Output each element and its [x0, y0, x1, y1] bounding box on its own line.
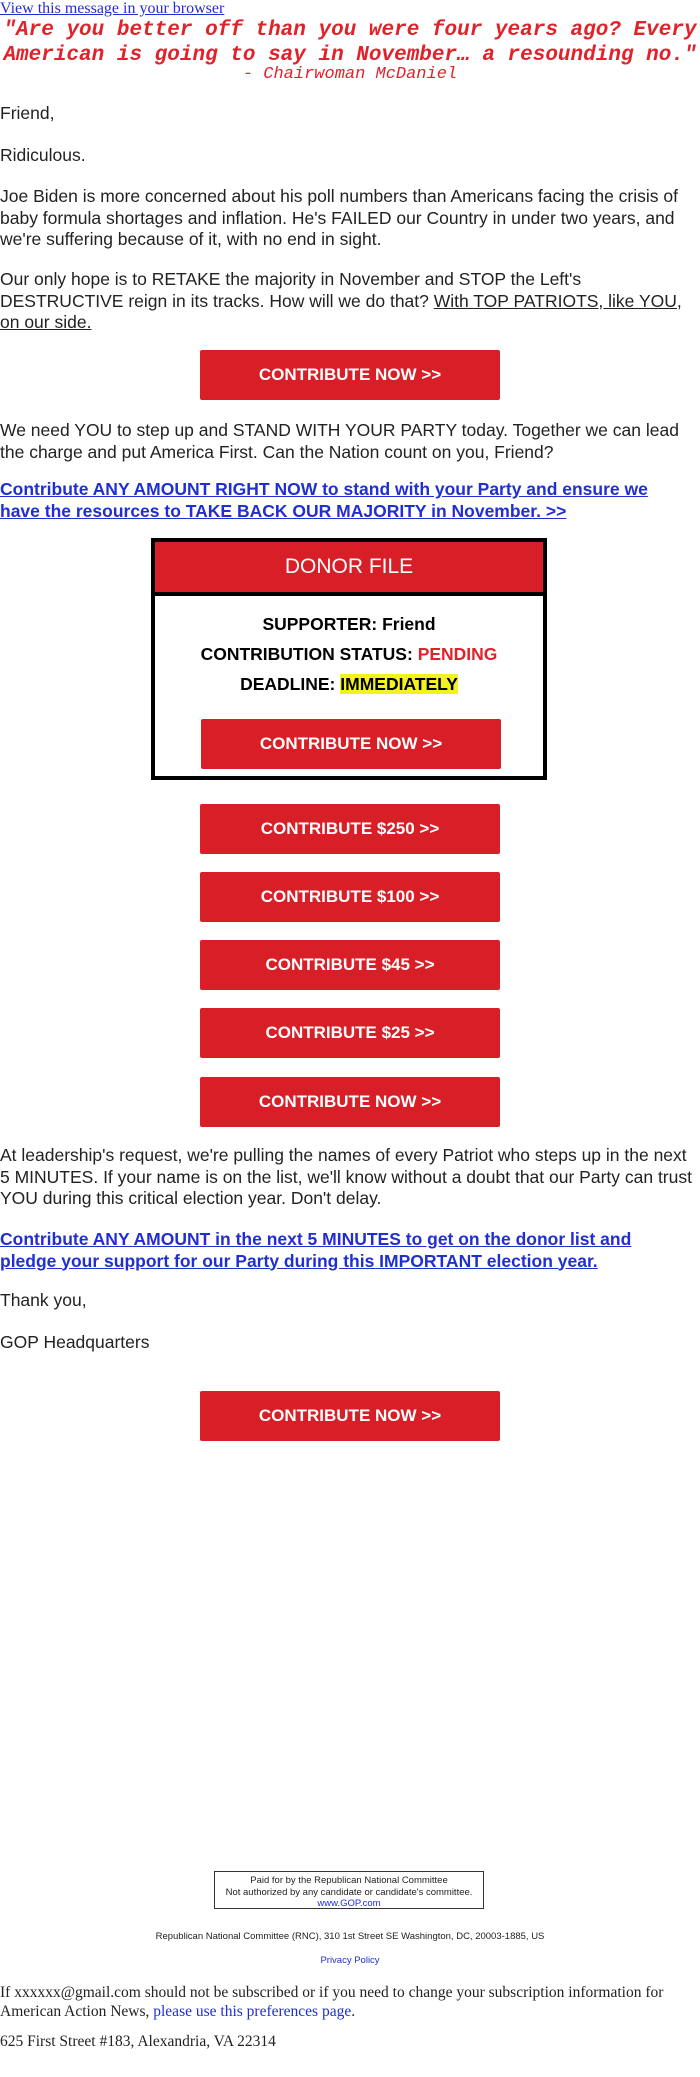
unsubscribe-notice [0, 1983, 700, 2021]
quote-line-1: "Are you better off than you were four years ago? Every [3, 19, 697, 42]
signature: GOP Headquarters [0, 1332, 150, 1352]
preferences-page-link[interactable]: please use this preferences page [153, 2003, 352, 2020]
paid-for-text: Paid for by the Republican National Committee [250, 1875, 448, 1886]
rnc-address: Republican National Committee (RNC), 310 1st Street SE Washington, DC, 20003-1885, US [155, 1931, 545, 1942]
unsubscribe-end: . [351, 2003, 356, 2020]
quote-block [0, 18, 700, 68]
greeting: Friend, [0, 103, 55, 123]
donor-status-row [155, 644, 543, 665]
donor-supporter-row [155, 614, 543, 635]
paragraph-leadership: At leadership's request, we're pulling the names of every Patriot who steps up in the next 5 MINUTES. If your name is on the list, we'll know without a doubt that our Party can trust YOU during this critical election year. Don't delay. [0, 1145, 692, 1208]
contribute-now-button-2[interactable]: CONTRIBUTE NOW >> [201, 719, 501, 769]
quote-attribution: - Chairwoman McDaniel [242, 65, 458, 84]
status-label: CONTRIBUTION STATUS: [200, 644, 413, 664]
paragraph-step-up: We need YOU to step up and STAND WITH YOUR PARTY today. Together we can lead the charge and put America First. Can the Nation count on you, Friend? [0, 420, 679, 462]
privacy-policy-container [0, 1955, 700, 1966]
paragraph-retake-text: Our only hope is to RETAKE the majority in November and STOP the Left's DESTRUCTIVE reign in its tracks. How will we do that? [0, 269, 582, 311]
contribute-45-button[interactable]: CONTRIBUTE $45 >> [200, 940, 500, 990]
quote-line-2: American is going to say in November… a resounding no." [3, 44, 697, 67]
thank-you: Thank you, [0, 1290, 87, 1310]
top-patriots-link[interactable]: With TOP PATRIOTS, like YOU, on our side. [0, 290, 682, 332]
contribute-now-button-3[interactable]: CONTRIBUTE NOW >> [200, 1077, 500, 1127]
contribute-any-amount-link[interactable]: Contribute ANY AMOUNT RIGHT NOW to stand with your Party and ensure we have the resources to TAKE BACK OUR MAJORITY in November. >> [0, 479, 648, 521]
contribute-250-button[interactable]: CONTRIBUTE $250 >> [200, 804, 500, 854]
deadline-label: DEADLINE: [240, 674, 336, 694]
supporter-value: Friend [382, 614, 436, 634]
donor-file-box [151, 538, 547, 780]
contribute-25-button[interactable]: CONTRIBUTE $25 >> [200, 1008, 500, 1058]
contribute-5-minutes-link[interactable]: Contribute ANY AMOUNT in the next 5 MINUTES to get on the donor list and pledge your support for our Party during this IMPORTANT election year. [0, 1229, 632, 1271]
paid-for-box [214, 1871, 484, 1909]
supporter-label: SUPPORTER: [262, 614, 378, 634]
paragraph-biden: Joe Biden is more concerned about his poll numbers than Americans facing the crisis of baby formula shortages and inflation. He's FAILED our Country in under two years, and we're suffering because of it, with no end in sight. [0, 186, 678, 249]
contribute-now-button-1[interactable]: CONTRIBUTE NOW >> [200, 350, 500, 400]
status-value: PENDING [417, 644, 498, 664]
gop-site-link[interactable]: www.GOP.com [317, 1898, 381, 1909]
paragraph-ridiculous: Ridiculous. [0, 145, 86, 165]
paragraph-retake [0, 269, 700, 334]
privacy-policy-link[interactable]: Privacy Policy [320, 1955, 380, 1966]
view-in-browser-link[interactable]: View this message in your browser [0, 0, 225, 17]
contribute-100-button[interactable]: CONTRIBUTE $100 >> [200, 872, 500, 922]
mailing-address: 625 First Street #183, Alexandria, VA 22314 [0, 2033, 276, 2050]
unsubscribe-text: If xxxxxx@gmail.com should not be subscribed or if you need to change your subscription information for American Action News, [0, 1984, 664, 2020]
not-authorized-text: Not authorized by any candidate or candidate's committee. [225, 1886, 473, 1898]
contribute-now-button-4[interactable]: CONTRIBUTE NOW >> [200, 1391, 500, 1441]
deadline-value: IMMEDIATELY [340, 674, 458, 694]
donor-deadline-row [155, 674, 543, 695]
donor-file-title: DONOR FILE [155, 542, 543, 596]
